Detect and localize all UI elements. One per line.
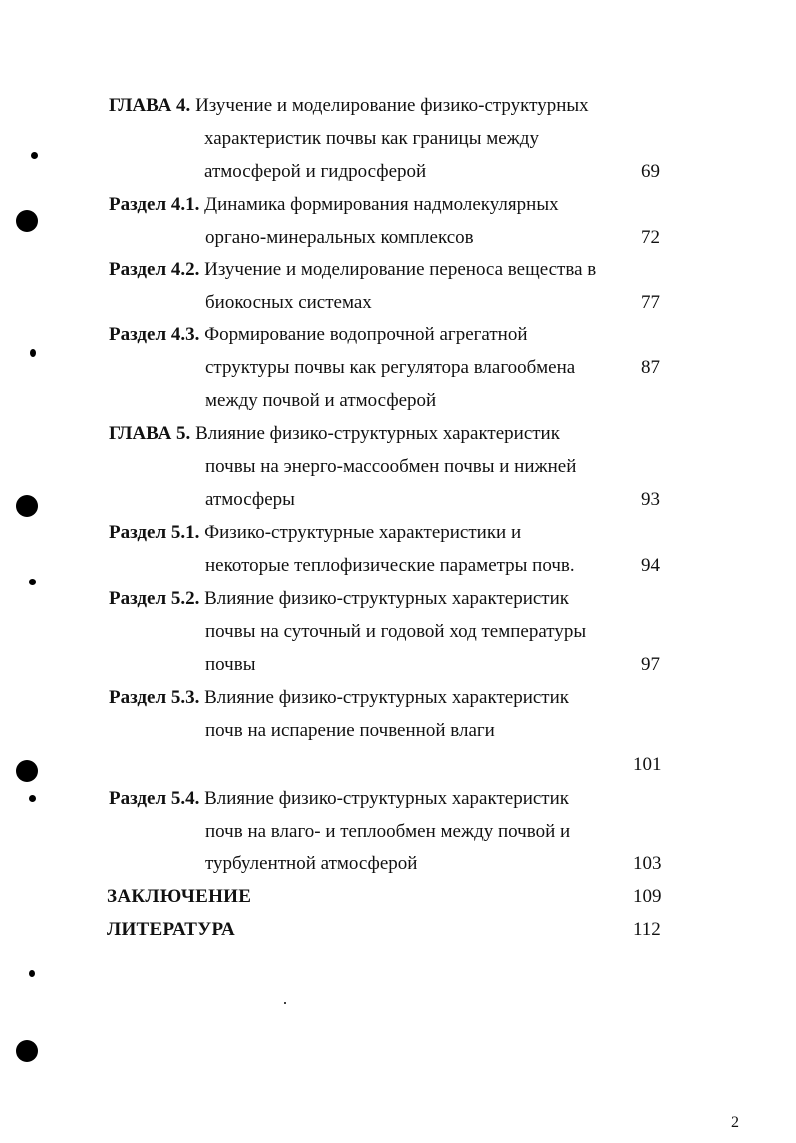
toc-entry-label: Раздел 5.1.	[109, 522, 200, 543]
toc-entry-title-continuation: почв на влаго- и теплообмен между почвой и	[205, 821, 571, 842]
toc-page-number: 97	[641, 654, 660, 675]
toc-entry-title: Динамика формирования надмолекулярных	[204, 194, 559, 215]
punch-hole	[16, 1040, 38, 1062]
scan-speck	[31, 152, 38, 159]
toc-page-number: 112	[633, 919, 661, 940]
scan-speck	[29, 579, 36, 585]
toc-entry-title-continuation: органо-минеральных комплексов	[205, 227, 474, 248]
toc-entry-label: Раздел 4.2.	[109, 259, 200, 280]
toc-entry-section-5-1	[109, 521, 521, 545]
toc-entry-title-continuation: турбулентной атмосферой	[205, 853, 418, 874]
toc-entry-title-continuation: характеристик почвы как границы между	[204, 128, 539, 149]
toc-entry-title-continuation: почвы на суточный и годовой ход температуры	[205, 621, 587, 642]
toc-page-number: 94	[641, 555, 660, 576]
toc-entry-title-continuation: атмосферой и гидросферой	[204, 161, 427, 182]
toc-page-number: 103	[633, 853, 662, 874]
toc-entry-section-4-1	[109, 193, 559, 217]
toc-entry-references: ЛИТЕРАТУРА	[107, 919, 236, 940]
toc-entry-label: Раздел 5.3.	[109, 687, 200, 708]
scan-speck	[284, 1002, 286, 1004]
toc-entry-title: Физико-структурные характеристики и	[204, 522, 522, 543]
toc-entry-chapter-5	[109, 422, 560, 446]
toc-entry-label: ГЛАВА 4.	[109, 95, 191, 116]
toc-entry-title-continuation: некоторые теплофизические параметры почв.	[205, 555, 575, 576]
toc-entry-title: Формирование водопрочной агрегатной	[204, 324, 528, 345]
toc-entry-label: Раздел 5.4.	[109, 788, 200, 809]
toc-entry-title-continuation: почвы	[205, 654, 256, 675]
toc-entry-title: Влияние физико-структурных характеристик	[204, 687, 570, 708]
toc-entry-section-5-4	[109, 787, 569, 811]
toc-page-number: 77	[641, 292, 660, 313]
toc-entry-title-continuation: структуры почвы как регулятора влагообмена	[205, 357, 576, 378]
toc-entry-title: Влияние физико-структурных характеристик	[204, 588, 570, 609]
toc-entry-conclusion: ЗАКЛЮЧЕНИЕ	[107, 886, 252, 907]
toc-entry-chapter-4	[109, 94, 589, 118]
toc-entry-label: Раздел 4.1.	[109, 194, 200, 215]
punch-hole	[16, 495, 38, 517]
toc-entry-title: Влияние физико-структурных характеристик	[204, 788, 570, 809]
toc-page-number: 93	[641, 489, 660, 510]
toc-page-number: 109	[633, 886, 662, 907]
scan-speck	[29, 795, 36, 802]
page-number: 2	[731, 1114, 739, 1131]
toc-entry-title-continuation: между почвой и атмосферой	[205, 390, 437, 411]
punch-hole	[16, 760, 38, 782]
toc-entry-section-5-2	[109, 587, 569, 611]
toc-page-number: 69	[641, 161, 660, 182]
toc-entry-title-continuation: почв на испарение почвенной влаги	[205, 720, 495, 741]
toc-entry-label: Раздел 5.2.	[109, 588, 200, 609]
toc-entry-title: Изучение и моделирование переноса вещества в	[204, 259, 597, 280]
toc-entry-title-continuation: атмосферы	[205, 489, 295, 510]
scan-speck	[29, 970, 35, 977]
toc-entry-title: Влияние физико-структурных характеристик	[195, 423, 560, 444]
toc-page-number: 87	[641, 357, 660, 378]
toc-entry-title-continuation: почвы на энерго-массообмен почвы и нижней	[205, 456, 577, 477]
toc-entry-section-5-3	[109, 686, 569, 710]
toc-entry-title-continuation: биокосных системах	[205, 292, 372, 313]
toc-page-number: 72	[641, 227, 660, 248]
punch-hole	[16, 210, 38, 232]
toc-page-number: 101	[633, 754, 662, 775]
toc-entry-section-4-3	[109, 323, 528, 347]
scan-speck	[30, 349, 36, 357]
toc-entry-title: Изучение и моделирование физико-структурных	[195, 95, 589, 116]
toc-entry-label: Раздел 4.3.	[109, 324, 200, 345]
toc-entry-label: ГЛАВА 5.	[109, 423, 191, 444]
toc-entry-section-4-2	[109, 258, 596, 282]
